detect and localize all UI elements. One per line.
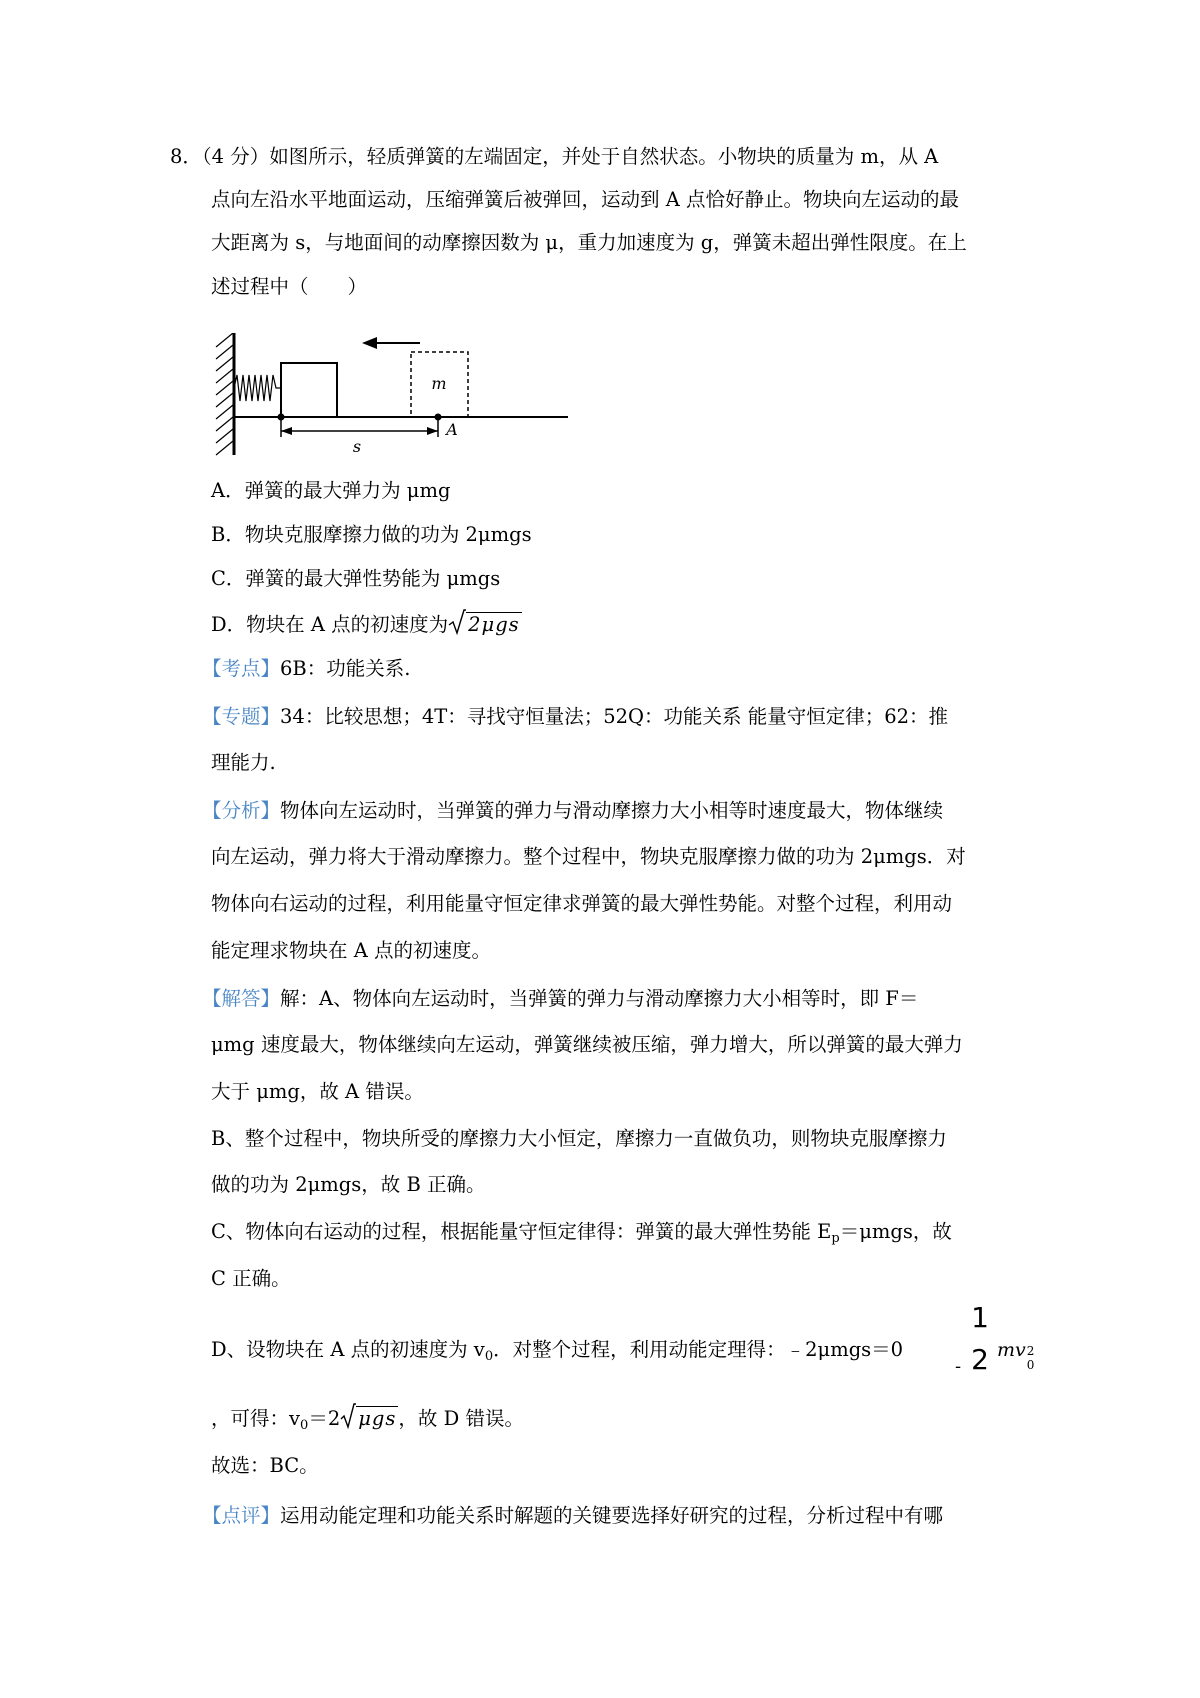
jieda-d2-sqrt: μgs: [358, 1407, 397, 1430]
fenxi-line-1: [202, 797, 943, 825]
zhuanti-tag: 【专题】: [202, 705, 281, 728]
dim-arrow-right: [427, 427, 438, 435]
jieda-d-text-b: ．对整个过程，利用动能定理得：﹣2μmgs＝0: [493, 1338, 904, 1361]
jieda-line-3: 大于 μmg，故 A 错误。: [211, 1080, 424, 1103]
block-solid: [281, 363, 337, 417]
question-line-3: 大距离为 s，与地面间的动摩擦因数为 μ，重力加速度为 g，弹簧未超出弹性限度。在上: [211, 231, 967, 254]
fraction: [968, 1303, 992, 1375]
jieda-d2-text-b: ＝2: [308, 1407, 341, 1430]
mass-label: m: [431, 374, 447, 393]
question-line-1: 8．（4 分）如图所示，轻质弹簧的左端固定，并处于自然状态。小物块的质量为 m，从 A: [170, 145, 939, 168]
jieda-d2-text-c: ，故 D 错误。: [398, 1407, 524, 1430]
fenxi-line-2: 向左运动，弹力将大于滑动摩擦力。整个过程中，物块克服摩擦力做的功为 2μmgs．对: [211, 845, 966, 868]
jieda-c-line-2: C 正确。: [211, 1267, 291, 1290]
jieda-tag: 【解答】: [202, 987, 281, 1010]
question-line-2: 点向左沿水平地面运动，压缩弹簧后被弹回，运动到 A 点恰好静止。物块向左运动的最: [211, 188, 959, 211]
mv-sup: 2: [1026, 1344, 1035, 1358]
dianping-text: 运用动能定理和功能关系时解题的关键要选择好研究的过程，分析过程中有哪: [280, 1504, 944, 1527]
jieda-line-1: [202, 985, 918, 1013]
ep-subscript: p: [831, 1231, 840, 1246]
option-d-sqrt: 2μgs: [468, 613, 520, 636]
fenxi-line-4: 能定理求物块在 A 点的初速度。: [211, 939, 491, 962]
zhuanti-text-1: 34：比较思想；4T：寻找守恒量法；52Q：功能关系 能量守恒定律；62：推: [280, 705, 949, 728]
option-d: [211, 609, 522, 639]
fraction-minus: -: [955, 1356, 962, 1377]
distance-label: s: [352, 437, 362, 456]
spring: [234, 375, 281, 401]
fenxi-line-3: 物体向右运动的过程，利用能量守恒定律求弹簧的最大弹性势能。对整个过程，利用动: [211, 892, 953, 915]
jieda-choose: 故选：BC。: [211, 1454, 319, 1477]
sqrt-symbol: [448, 609, 466, 635]
zhuanti-line-2: 理能力.: [211, 751, 276, 774]
jieda-d-line-2: [211, 1403, 524, 1440]
option-b: B．物块克服摩擦力做的功为 2μmgs: [211, 523, 532, 546]
jieda-c-text-b: ＝μmgs，故: [839, 1220, 952, 1243]
fraction-denominator: 2: [971, 1343, 989, 1376]
dim-arrow-left: [281, 427, 292, 435]
mv-term: [997, 1339, 1036, 1372]
jieda-text-1: 解：A、物体向左运动时，当弹簧的弹力与滑动摩擦力大小相等时，即 F＝: [280, 987, 919, 1010]
dianping-tag: 【点评】: [202, 1504, 281, 1527]
sqrt-symbol-2: [340, 1403, 356, 1429]
kaodian-tag: 【考点】: [202, 657, 281, 680]
jieda-c-text-a: C、物体向右运动的过程，根据能量守恒定律得：弹簧的最大弹性势能 E: [211, 1220, 832, 1243]
zhuanti-line-1: [202, 703, 948, 731]
v0-subscript: 0: [484, 1349, 494, 1364]
dianping-line: [202, 1502, 943, 1530]
jieda-c-line-1: [211, 1218, 952, 1253]
point-a-label: A: [446, 420, 458, 439]
jieda-d-text-a: D、设物块在 A 点的初速度为 v: [211, 1338, 485, 1361]
fenxi-text-1: 物体向左运动时，当弹簧的弹力与滑动摩擦力大小相等时速度最大，物体继续: [280, 799, 944, 822]
mv-text: mv: [997, 1339, 1026, 1361]
option-a: A．弹簧的最大弹力为 μmg: [211, 479, 451, 502]
mv-sub: 0: [1026, 1358, 1035, 1372]
question-line-4: 述过程中（ ）: [211, 275, 368, 298]
jieda-b-line-1: B、整个过程中，物块所受的摩擦力大小恒定，摩擦力一直做负功，则物块克服摩擦力: [211, 1127, 947, 1150]
kaodian-line: [202, 655, 410, 683]
v0-subscript-2: 0: [300, 1418, 309, 1433]
jieda-line-2: μmg 速度最大，物体继续向左运动，弹簧继续被压缩，弹力增大，所以弹簧的最大弹力: [211, 1033, 963, 1056]
jieda-d-line-1: [211, 1336, 903, 1371]
kaodian-text: 6B：功能关系.: [280, 657, 411, 680]
option-d-text: D．物块在 A 点的初速度为: [211, 613, 449, 636]
fenxi-tag: 【分析】: [202, 799, 281, 822]
option-c: C．弹簧的最大弹性势能为 μmgs: [211, 567, 501, 590]
spring-block-figure: [212, 333, 570, 457]
jieda-b-line-2: 做的功为 2μmgs，故 B 正确。: [211, 1173, 486, 1196]
wall-hatch: [216, 333, 233, 455]
jieda-d2-text-a: ，可得：v: [211, 1407, 301, 1430]
arrow-head: [362, 337, 377, 349]
fraction-numerator: 1: [971, 1301, 989, 1334]
